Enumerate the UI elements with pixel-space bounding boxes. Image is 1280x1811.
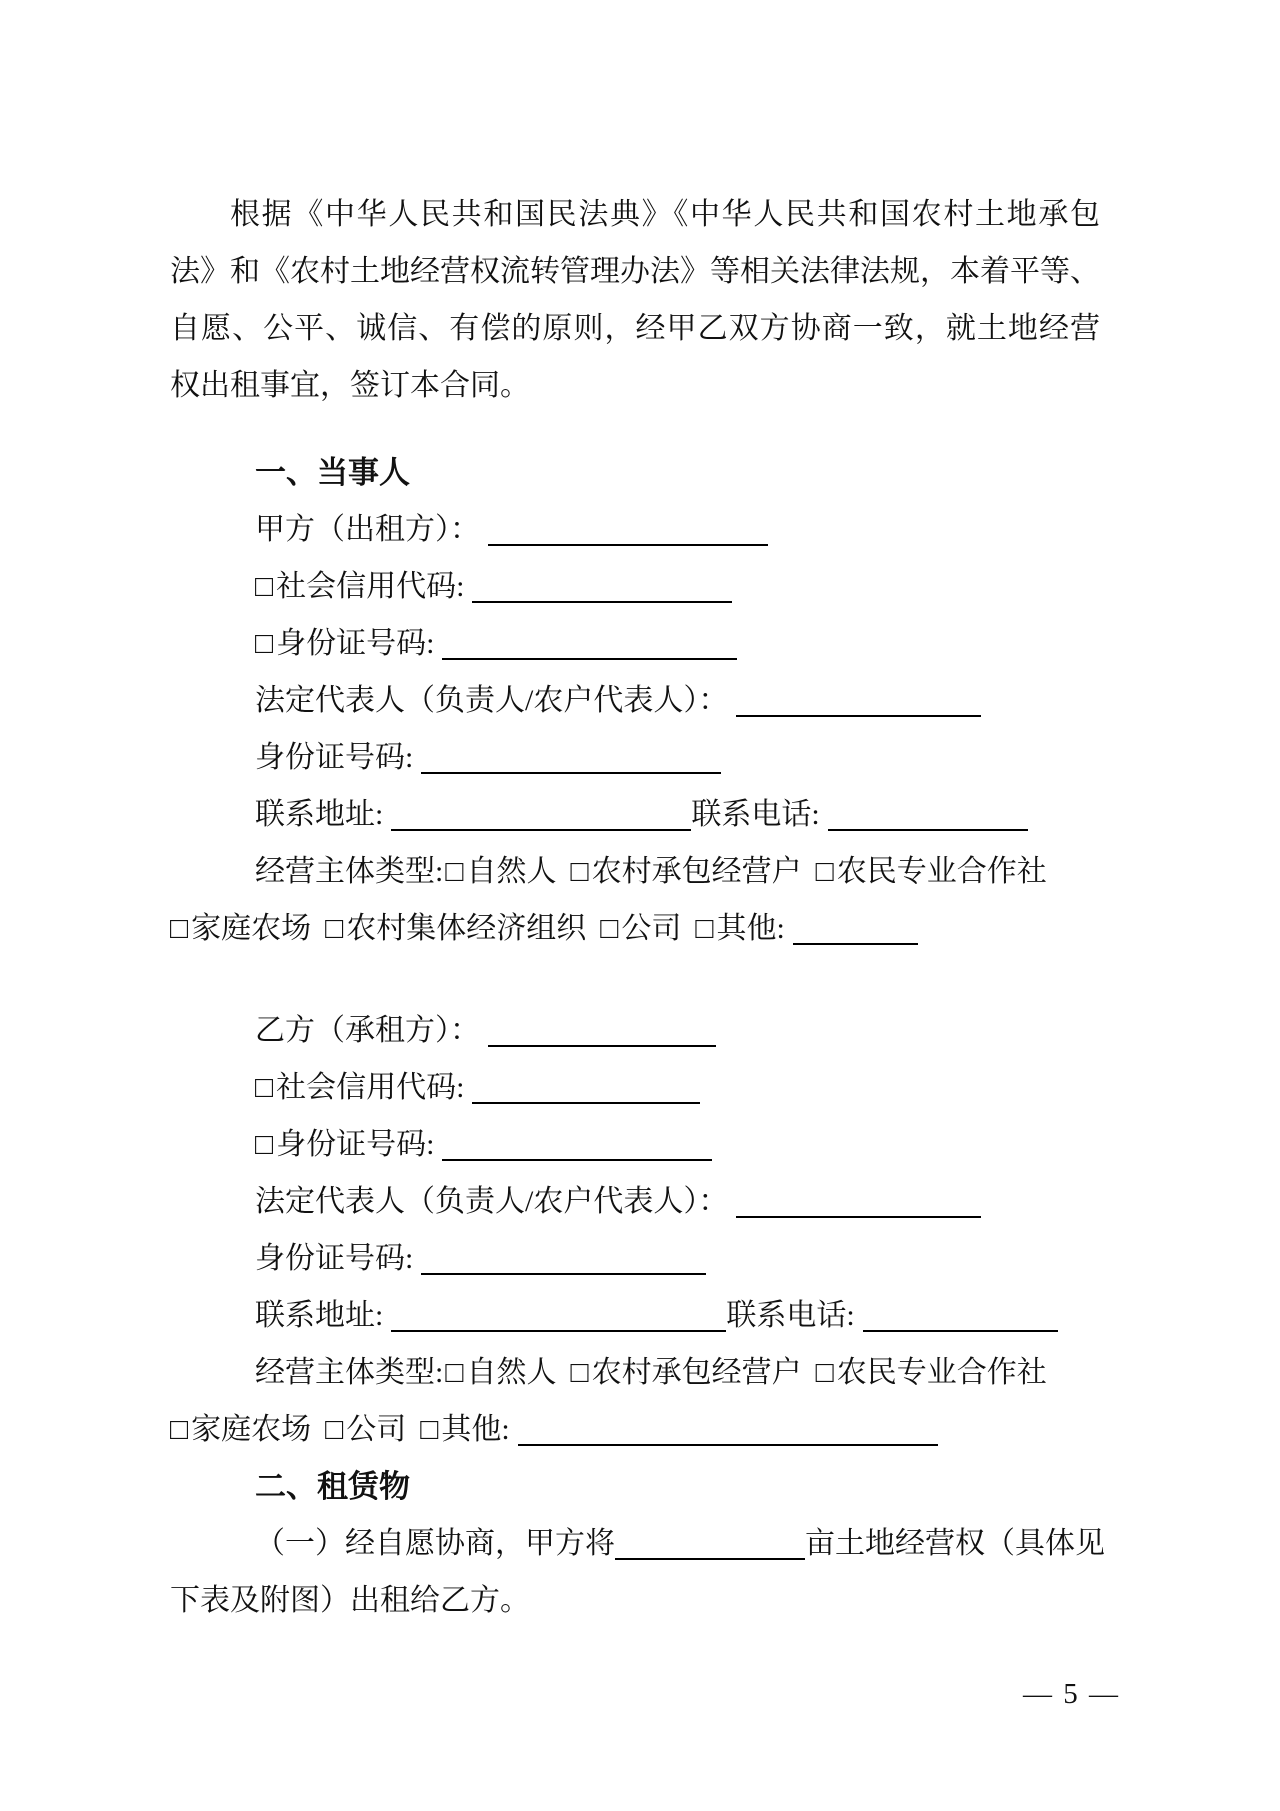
- entity-option-label: 其他:: [441, 1413, 510, 1446]
- checkbox-icon: □: [815, 855, 834, 888]
- entity-option: [600, 912, 681, 945]
- checkbox-icon: □: [445, 855, 464, 888]
- checkbox-icon: □: [255, 627, 274, 660]
- party-b-phone-label: 联系电话:: [726, 1299, 855, 1332]
- entity-option: [570, 1356, 801, 1389]
- party-b-entity-type-label: 经营主体类型:: [255, 1356, 444, 1389]
- party-a-rep-id-label: 身份证号码:: [255, 741, 414, 774]
- intro-line: 根据《中华人民共和国民法典》《中华人民共和国农村土地承包: [230, 198, 1100, 231]
- entity-option-label: 农民专业合作社: [836, 1356, 1047, 1389]
- party-a-entity-type-label: 经营主体类型:: [255, 855, 444, 888]
- party-a-legal-rep-label: 法定代表人（负责人/农户代表人）：: [255, 684, 729, 717]
- entity-option: [570, 855, 801, 888]
- entity-option: [816, 855, 1047, 888]
- checkbox-icon: □: [570, 1356, 589, 1389]
- party-a-credit-code-label: 社会信用代码:: [276, 570, 465, 603]
- party-a-id-blank: [442, 625, 737, 660]
- entity-option: [445, 1356, 556, 1389]
- party-a-legal-rep-row: [170, 672, 1100, 729]
- party-a-rep-id-blank: [421, 739, 721, 774]
- entity-option-label: 农村集体经济组织: [346, 912, 587, 945]
- party-b-id-row: [170, 1116, 1100, 1173]
- clause-one-area-blank: [615, 1525, 805, 1560]
- entity-option-label: 公司: [621, 912, 682, 945]
- checkbox-icon: □: [570, 855, 589, 888]
- section-one-heading: 一、当事人: [255, 455, 410, 490]
- clause-one-suffix: 亩土地经营权（具体见: [805, 1527, 1105, 1560]
- checkbox-icon: □: [420, 1413, 439, 1446]
- party-b-name-label: 乙方（承租方）：: [255, 1014, 480, 1047]
- party-b-credit-code-blank: [472, 1069, 700, 1104]
- checkbox-icon: □: [600, 912, 619, 945]
- entity-option-label: 自然人: [466, 855, 557, 888]
- party-b-rep-id-blank: [421, 1240, 706, 1275]
- checkbox-icon: □: [445, 1356, 464, 1389]
- checkbox-icon: □: [255, 1071, 274, 1104]
- party-a-address-label: 联系地址:: [255, 798, 384, 831]
- entity-option-label: 农村承包经营户: [591, 1356, 802, 1389]
- checkbox-icon: □: [695, 912, 714, 945]
- entity-option-label: 家庭农场: [191, 1413, 312, 1446]
- party-a-id-label: 身份证号码:: [276, 627, 435, 660]
- party-b-id-blank: [442, 1126, 712, 1161]
- party-b-rep-id-label: 身份证号码:: [255, 1242, 414, 1275]
- party-b-phone-blank: [863, 1297, 1058, 1332]
- entity-option: [420, 1413, 509, 1446]
- entity-option-label: 自然人: [466, 1356, 557, 1389]
- party-a-address-blank: [391, 796, 691, 831]
- clause-one-prefix: （一）经自愿协商，甲方将: [255, 1527, 615, 1560]
- party-b-entity-other-blank: [518, 1411, 938, 1446]
- party-b-credit-code-label: 社会信用代码:: [276, 1071, 465, 1104]
- entity-option: [325, 912, 586, 945]
- party-a-contact-row: [170, 786, 1100, 843]
- party-b-contact-row: [170, 1287, 1100, 1344]
- intro-line: 法》和《农村土地经营权流转管理办法》等相关法律法规，本着平等、: [170, 255, 1100, 288]
- entity-option-label: 农村承包经营户: [591, 855, 802, 888]
- checkbox-icon: □: [170, 912, 189, 945]
- document-content: [170, 186, 1105, 1629]
- checkbox-icon: □: [325, 912, 344, 945]
- page-number: — 5 —: [1023, 1678, 1120, 1710]
- clause-one-row-2: 下表及附图）出租给乙方。: [170, 1584, 530, 1617]
- party-b-credit-code-row: [170, 1059, 1100, 1116]
- party-a-phone-blank: [828, 796, 1028, 831]
- party-b-address-blank: [391, 1297, 726, 1332]
- checkbox-icon: □: [170, 1413, 189, 1446]
- party-b-entity-type-row-2: [170, 1401, 1100, 1458]
- party-a-name-row: [170, 501, 1100, 558]
- vertical-gap: [170, 957, 1100, 1002]
- party-a-rep-id-row: [170, 729, 1100, 786]
- entity-option: [325, 1413, 406, 1446]
- intro-line: 权出租事宜，签订本合同。: [170, 369, 530, 402]
- party-b-id-label: 身份证号码:: [276, 1128, 435, 1161]
- party-b-address-label: 联系地址:: [255, 1299, 384, 1332]
- entity-option: [445, 855, 556, 888]
- checkbox-icon: □: [325, 1413, 344, 1446]
- entity-option: [170, 1413, 311, 1446]
- checkbox-icon: □: [255, 1128, 274, 1161]
- party-a-id-row: [170, 615, 1100, 672]
- entity-option: [816, 1356, 1047, 1389]
- party-a-phone-label: 联系电话:: [691, 798, 820, 831]
- entity-option-label: 公司: [346, 1413, 407, 1446]
- entity-option: [695, 912, 784, 945]
- clause-one-row: [170, 1515, 1105, 1572]
- party-b-name-row: [170, 1002, 1100, 1059]
- checkbox-icon: □: [815, 1356, 834, 1389]
- vertical-gap: [170, 414, 1100, 444]
- party-b-legal-rep-blank: [736, 1183, 981, 1218]
- entity-option: [170, 912, 311, 945]
- party-b-legal-rep-row: [170, 1173, 1100, 1230]
- party-a-entity-other-blank: [793, 910, 918, 945]
- entity-option-label: 农民专业合作社: [836, 855, 1047, 888]
- entity-option-label: 家庭农场: [191, 912, 312, 945]
- party-a-entity-type-row: [170, 843, 1100, 900]
- party-a-credit-code-row: [170, 558, 1100, 615]
- party-b-entity-type-row: [170, 1344, 1100, 1401]
- party-b-legal-rep-label: 法定代表人（负责人/农户代表人）：: [255, 1185, 729, 1218]
- party-b-rep-id-row: [170, 1230, 1100, 1287]
- party-a-name-label: 甲方（出租方）：: [255, 513, 480, 546]
- party-a-credit-code-blank: [472, 568, 732, 603]
- entity-option-label: 其他:: [716, 912, 785, 945]
- party-a-name-blank: [488, 511, 768, 546]
- checkbox-icon: □: [255, 570, 274, 603]
- intro-line: 自愿、公平、诚信、有偿的原则，经甲乙双方协商一致，就土地经营: [170, 312, 1100, 345]
- section-two-heading: 二、租赁物: [255, 1469, 410, 1504]
- party-a-legal-rep-blank: [736, 682, 981, 717]
- party-b-name-blank: [488, 1012, 716, 1047]
- party-a-entity-type-row-2: [170, 900, 1100, 957]
